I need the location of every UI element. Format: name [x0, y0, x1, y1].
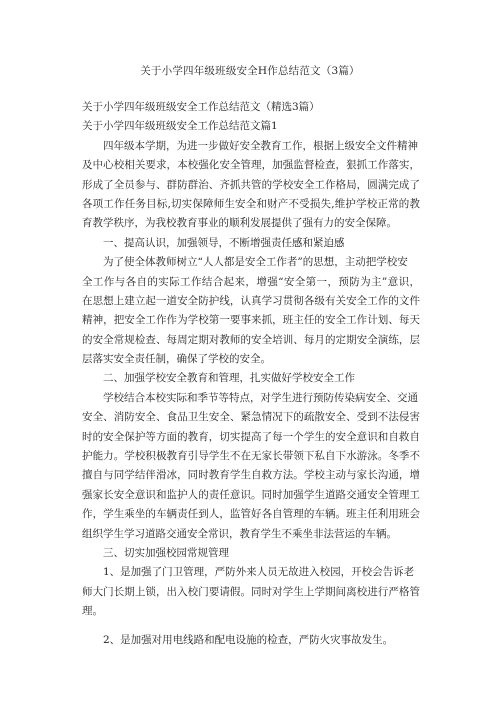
paragraph-line: 师大门长期上锁，出入校门要请假。同时对学生上学期间离校进行严格管 [82, 585, 420, 598]
paragraph-line: 1、是加强了门卫管理，严防外来人员无故进入校园，开校会告诉老 [103, 566, 415, 579]
paragraph-line: 在思想上建立起一道安全防护线，认真学习贯彻各级有关安全工作的文件 [82, 294, 420, 307]
paragraph-line: 育教学秩序，为我校教育事业的顺利发展提供了强有力的安全保障。 [82, 217, 397, 230]
paragraph-line: 为了使全体教师树立“人人都是安全工作者”的思想，主动把学校安 [103, 256, 408, 269]
paragraph-line: 2、是加强对用电线路和配电设施的检查，严防火灾事故发生。 [103, 633, 394, 646]
paragraph-line: 安全、消防安全、食品卫生安全、紧急情况下的疏散安全、受到不法侵害 [82, 411, 420, 424]
document-body [82, 98, 420, 650]
paragraph-line: 层落实安全责任制，确保了学校的安全。 [82, 353, 271, 366]
paragraph-line: 理。 [82, 605, 103, 618]
section-heading: 二、加强学校安全教育和管理，扎实做好学校安全工作 [103, 372, 355, 385]
paragraph-line: 组织学生学习道路交通安全常识，教育学生不乘坐非法营运的车辆。 [82, 527, 397, 540]
paragraph-line: 学校结合本校实际和季节等特点，对学生进行预防传染病安全、交通 [103, 391, 418, 404]
paragraph-line: 四年级本学期，为进一步做好安全教育工作，根据上级安全文件精神 [103, 139, 418, 152]
paragraph-line: 形成了全员参与、群防群治、齐抓共管的学校安全工作格局，圆满完成了 [82, 178, 420, 191]
paragraph-line: 护能力。学校积极教育引导学生不在无家长带领下私自下水游泳。冬季不 [82, 450, 420, 463]
paragraph-line: 全工作与各自的实际工作结合起来，增强“安全第一，预防为主”意识， [82, 275, 420, 288]
paragraph-line: 作，学生乘坐的车辆责任到人，监管好各自管理的车辆。班主任利用班会 [82, 508, 420, 521]
paragraph-line: 各项工作任务目标,切实保障师生安全和财产不受损失,维护学校正常的教 [82, 197, 420, 210]
section-heading: 一、提高认识，加强领导，不断增强责任感和紧迫感 [103, 236, 345, 249]
paragraph-line: 及中心校相关要求，本校强化安全管理，加强监督检查，狠抓工作落实， [82, 159, 420, 172]
paragraph-gap [82, 622, 420, 631]
paragraph-line: 时的安全保护等方面的教育，切实提高了每一个学生的安全意识和自救自 [82, 430, 420, 443]
paragraph-line: 强家长安全意识和监护人的责任意识。同时加强学生道路交通安全管理工 [82, 488, 420, 501]
section-heading: 三、切实加强校园常规管理 [103, 546, 229, 559]
paragraph-line: 精神，把安全工作作为学校第一要事来抓，班主任的安全工作计划、每天 [82, 314, 420, 327]
document-title: 关于小学四年级班级安全H作总结范文（3篇） [140, 65, 360, 77]
paragraph-line: 的安全常规检查、每周定期对教师的安全培训、每月的定期安全演练，层 [82, 333, 420, 346]
paragraph-line: 擅自与同学结伴滑冰，同时教育学生自救方法。学校主动与家长沟通，增 [82, 469, 420, 482]
document-subtitle: 关于小学四年级班级安全工作总结范文（精选3篇） [82, 101, 320, 113]
section-title: 关于小学四年级班级安全工作总结范文篇1 [82, 120, 278, 133]
